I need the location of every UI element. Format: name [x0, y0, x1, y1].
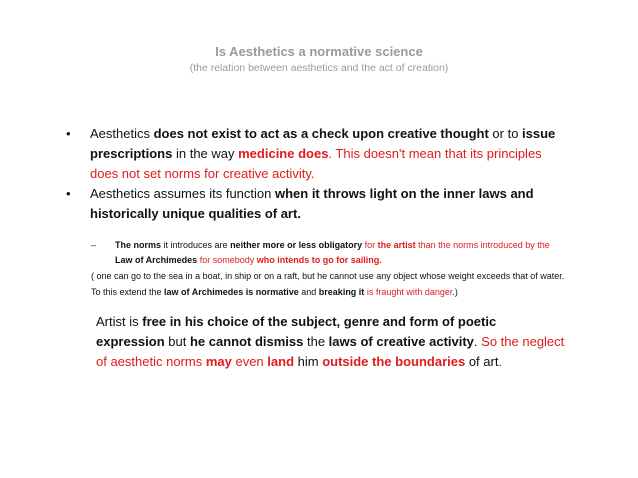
- text-run: laws of creative activity: [328, 334, 474, 349]
- text-run: may: [205, 354, 232, 369]
- text-run: the artist: [377, 240, 416, 250]
- text-run: it introduces are: [161, 240, 231, 250]
- text-run: or to: [488, 126, 523, 141]
- text-run: does not exist to act as a check upon creative thought: [153, 126, 489, 141]
- parenthetical-note: [91, 268, 571, 300]
- text-run: even: [231, 354, 268, 369]
- text-run: .): [452, 287, 458, 297]
- slide-subtitle: (the relation between aesthetics and the act of creation): [189, 62, 449, 74]
- text-run: land: [267, 354, 295, 369]
- text-run: but: [164, 334, 190, 349]
- text-run: .: [473, 334, 482, 349]
- text-run: of art: [465, 354, 499, 369]
- text-run: in the way: [172, 146, 239, 161]
- text-run: when it throws light on the inner laws and historically unique qualities of art.: [90, 186, 534, 221]
- text-run: for: [362, 240, 378, 250]
- text-run: Law of Archimedes: [115, 255, 198, 265]
- text-run: free in his choice of the subject, genre and form of poetic expression: [96, 314, 497, 349]
- text-run: than the norms introduced by the: [415, 240, 550, 250]
- text-run: Aesthetics assumes its function: [90, 186, 275, 201]
- text-run: law of Archimedes is normative: [164, 287, 299, 297]
- text-run: neither more or less obligatory: [230, 240, 363, 250]
- text-run: medicine does: [238, 146, 329, 161]
- text-run: issue prescriptions: [90, 126, 556, 161]
- sub-bullet-marker: –: [91, 240, 97, 250]
- bullet-text: [90, 124, 570, 184]
- text-run: and: [298, 287, 319, 297]
- text-run: is fraught with danger: [366, 287, 453, 297]
- text-run: outside the boundaries: [322, 354, 466, 369]
- text-run: ( one can go to the sea in a boat, in ship or on a raft, but he cannot use any object whose weight exceeds that of water. To this extend the: [91, 271, 565, 297]
- closing-paragraph: [96, 312, 566, 372]
- bullet-marker: •: [66, 186, 71, 201]
- text-run: him: [294, 354, 323, 369]
- text-run: he cannot dismiss: [189, 334, 304, 349]
- bullet-text: [90, 184, 570, 224]
- text-run: the: [303, 334, 329, 349]
- bullet-marker: •: [66, 126, 71, 141]
- text-run: Aesthetics: [90, 126, 154, 141]
- text-run: who intends to go for sailing.: [256, 255, 382, 265]
- text-run: Artist is: [96, 314, 143, 329]
- text-run: for somebody: [197, 255, 257, 265]
- text-run: breaking it: [318, 287, 365, 297]
- slide-title: Is Aesthetics a normative science: [215, 44, 423, 59]
- text-run: . This doesn't mean that its principles does not set norms for creative activity.: [90, 146, 542, 181]
- text-run: So the neglect of aesthetic norms: [96, 334, 565, 369]
- text-run: .: [498, 354, 503, 369]
- text-run: The norms: [115, 240, 162, 250]
- sub-bullet-text: [115, 238, 565, 268]
